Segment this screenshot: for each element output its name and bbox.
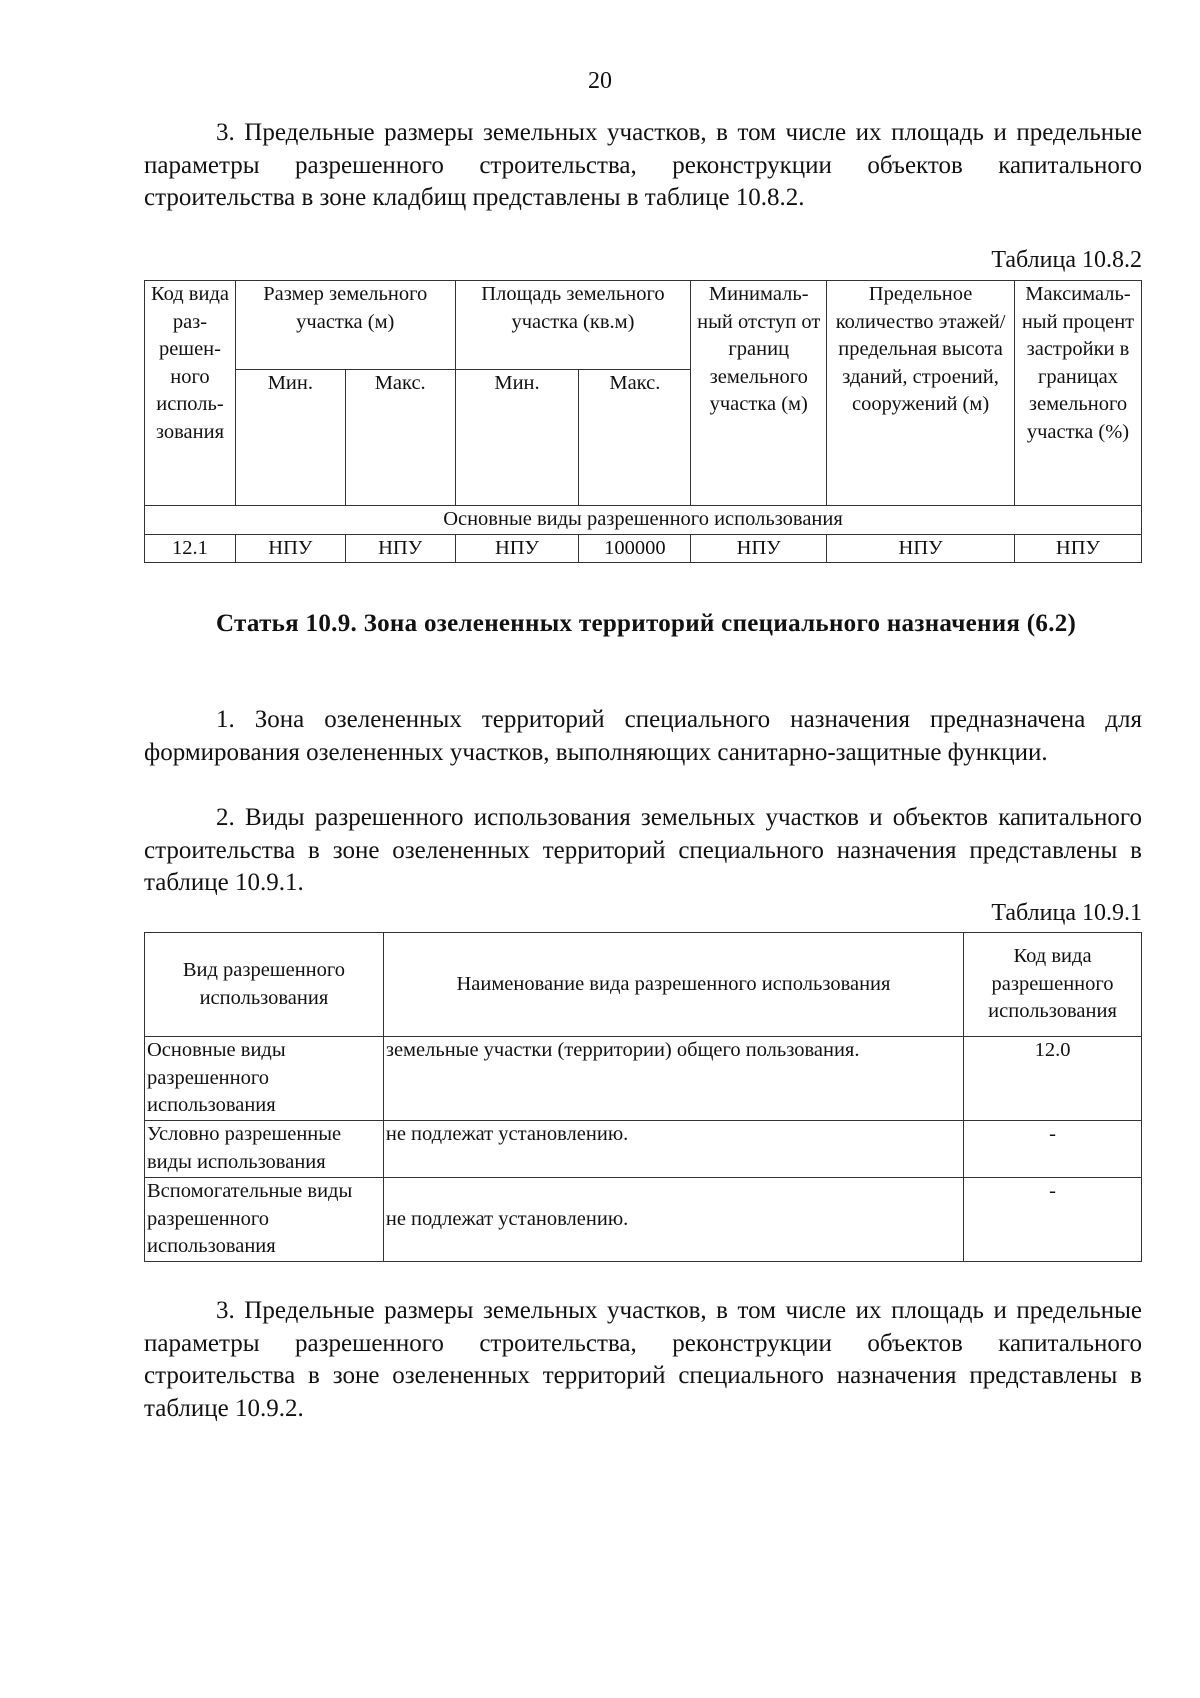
- cell-use-name: не подлежат установлению.: [383, 1178, 963, 1262]
- cell-use-type: Основные виды разрешенного использования: [145, 1037, 384, 1121]
- table-row: [145, 534, 1142, 563]
- cell-use-code: -: [964, 1121, 1142, 1178]
- header-floors: Предельное количество этажей/ предельная высота зданий, строений, сооружений (м): [827, 281, 1015, 506]
- cell-code: 12.1: [145, 534, 236, 563]
- header-size: Размер земельного участка (м): [235, 281, 455, 370]
- paragraph-zone-purpose: 1. Зона озелененных территорий специального назначения предназначена для формирования озелененных участков, выполняющих санитарно-защитные функции.: [144, 706, 1142, 766]
- header-area-min: Мин.: [455, 370, 579, 506]
- table-10-8-2: [144, 280, 1142, 563]
- header-use-name: Наименование вида разрешенного использования: [383, 933, 963, 1037]
- article-heading: Статья 10.9. Зона озелененных территорий специального назначения (6.2): [216, 610, 1077, 637]
- table-caption-10-9-1: Таблица 10.9.1: [991, 900, 1142, 926]
- table-10-9-1: [144, 932, 1142, 1262]
- cell-use-code: -: [964, 1178, 1142, 1262]
- paragraph-permitted-uses: 2. Виды разрешенного использования земельных участков и объектов капитального строительства в зоне озелененных территорий специального назначения представлены в таблице 10.9.1.: [144, 804, 1142, 896]
- paragraph-limits-cemetery: 3. Предельные размеры земельных участков, в том числе их площадь и предельные параметры разрешенного строительства, реконструкции объектов капитального строительства в зоне кладбищ представлены в таблице 10.8.2.: [144, 119, 1142, 211]
- cell-offset: НПУ: [691, 534, 827, 563]
- page-number: 20: [588, 68, 612, 94]
- cell-use-type: Условно разрешенные виды использования: [145, 1121, 384, 1178]
- cell-area-min: НПУ: [455, 534, 579, 563]
- header-offset: Минималь-ный отступ от границ земельного участка (м): [691, 281, 827, 506]
- header-size-max: Макс.: [345, 370, 455, 506]
- cell-use-name: земельные участки (территории) общего пользования.: [383, 1037, 963, 1121]
- header-code: Код вида раз-решен-ного исполь-зования: [145, 281, 236, 506]
- header-use-type: Вид разрешенного использования: [145, 933, 384, 1037]
- cell-area-max: 100000: [579, 534, 691, 563]
- table-row: [145, 1037, 1142, 1121]
- section-label: Основные виды разрешенного использования: [145, 506, 1142, 535]
- cell-size-max: НПУ: [345, 534, 455, 563]
- header-area-max: Макс.: [579, 370, 691, 506]
- cell-size-min: НПУ: [235, 534, 345, 563]
- cell-use-type: Вспомогательные виды разрешенного использования: [145, 1178, 384, 1262]
- header-percent: Максималь-ный процент застройки в границах земельного участка (%): [1014, 281, 1141, 506]
- table-row: [145, 1121, 1142, 1178]
- table-caption-10-8-2: Таблица 10.8.2: [991, 247, 1142, 273]
- cell-floors: НПУ: [827, 534, 1015, 563]
- header-use-code: Код вида разрешенного использования: [964, 933, 1142, 1037]
- header-area: Площадь земельного участка (кв.м): [455, 281, 691, 370]
- paragraph-limits-green-zone: 3. Предельные размеры земельных участков, в том числе их площадь и предельные параметры разрешенного строительства, реконструкции объектов капитального строительства в зоне озелененных территорий специального назначения представлены в таблице 10.9.2.: [144, 1297, 1142, 1422]
- cell-percent: НПУ: [1014, 534, 1141, 563]
- cell-use-name: не подлежат установлению.: [383, 1121, 963, 1178]
- header-size-min: Мин.: [235, 370, 345, 506]
- cell-use-code: 12.0: [964, 1037, 1142, 1121]
- table-row: [145, 1178, 1142, 1262]
